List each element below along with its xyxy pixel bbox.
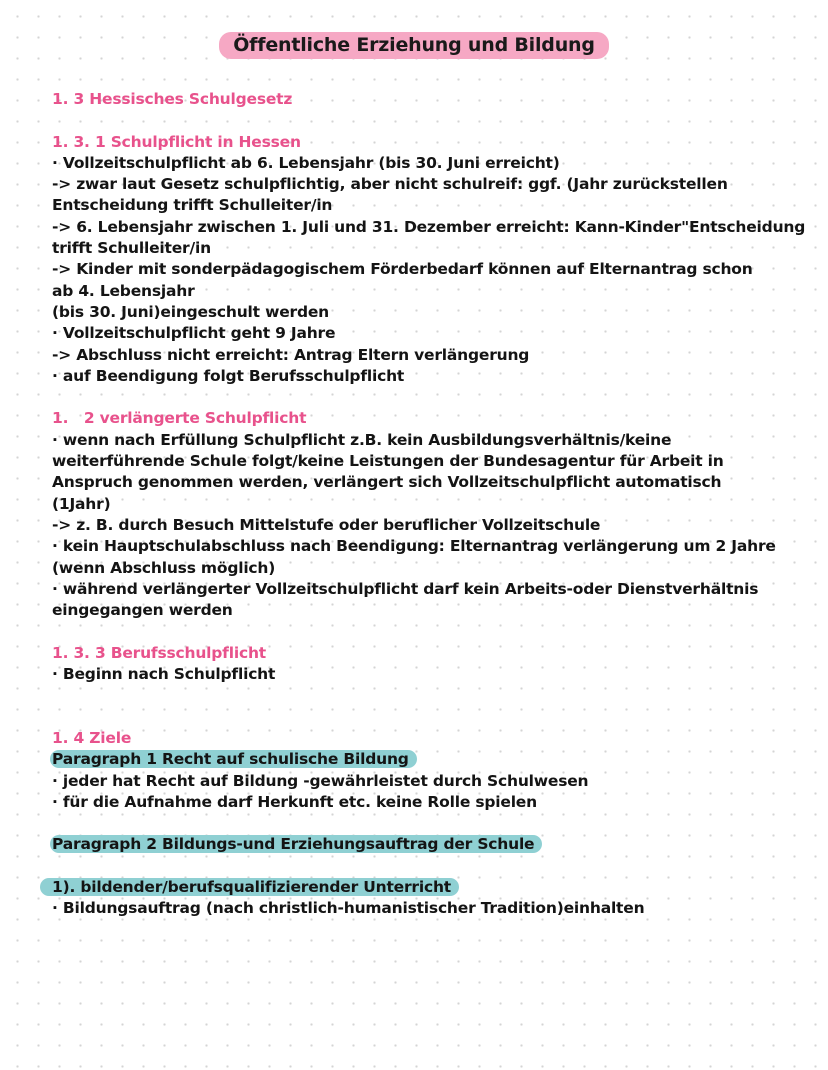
heading-1-3-3: 1. 3. 3 Berufsschulpflicht xyxy=(52,643,266,662)
list-item: (wenn Abschluss möglich) xyxy=(52,558,276,577)
list-item: · jeder hat Recht auf Bildung -gewährleistet durch Schulwesen xyxy=(52,771,589,790)
title-wrap xyxy=(0,32,828,59)
paragraph-2-subheading: 1). bildender/berufsqualifizierender Unterricht xyxy=(40,878,459,896)
heading-1-3-1: 1. 3. 1 Schulpflicht in Hessen xyxy=(52,132,301,151)
list-item: · Vollzeitschulpflicht geht 9 Jahre xyxy=(52,324,336,343)
paragraph-2-heading: Paragraph 2 Bildungs-und Erziehungsauftrag der Schule xyxy=(50,835,542,853)
list-item: · für die Aufnahme darf Herkunft etc. keine Rolle spielen xyxy=(52,792,537,811)
list-item: · während verlängerter Vollzeitschulpflicht darf kein Arbeits-oder Dienstverhältnis xyxy=(52,579,759,598)
list-item: (1Jahr) xyxy=(52,494,111,513)
list-item: trifft Schulleiter/in xyxy=(52,239,211,258)
notes-content xyxy=(52,89,812,920)
paragraph-1-heading: Paragraph 1 Recht auf schulische Bildung xyxy=(50,750,417,768)
spacer xyxy=(52,813,812,834)
list-item: · auf Beendigung folgt Berufsschulpflicht xyxy=(52,366,405,385)
spacer xyxy=(52,685,812,728)
list-item: (bis 30. Juni)eingeschult werden xyxy=(52,302,329,321)
list-item: -> Kinder mit sonderpädagogischem Förderbedarf können auf Elternantrag schon xyxy=(52,260,753,279)
list-item: Anspruch genommen werden, verlängert sich Vollzeitschulpflicht automatisch xyxy=(52,473,722,492)
paragraph-1-heading-row xyxy=(52,749,812,770)
page-title: Öffentliche Erziehung und Bildung xyxy=(219,32,609,59)
list-item: -> Abschluss nicht erreicht: Antrag Eltern verlängerung xyxy=(52,345,530,364)
list-item: weiterführende Schule folgt/keine Leistungen der Bundesagentur für Arbeit in xyxy=(52,452,724,471)
heading-1-2: 1. 2 verlängerte Schulpflicht xyxy=(52,409,307,428)
heading-1-3: 1. 3 Hessisches Schulgesetz xyxy=(52,90,293,108)
list-item: Entscheidung trifft Schulleiter/in xyxy=(52,196,333,215)
paragraph-2-sub-row xyxy=(52,877,812,898)
list-item: -> z. B. durch Besuch Mittelstufe oder beruflicher Vollzeitschule xyxy=(52,515,601,534)
spacer xyxy=(52,110,812,131)
list-item: -> 6. Lebensjahr zwischen 1. Juli und 31. Dezember erreicht: Kann-Kinder"Entscheidung xyxy=(52,217,806,236)
list-item: · Bildungsauftrag (nach christlich-humanistischer Tradition)einhalten xyxy=(52,899,645,918)
list-item: · wenn nach Erfüllung Schulpflicht z.B. kein Ausbildungsverhältnis/keine xyxy=(52,430,672,449)
list-item: · kein Hauptschulabschluss nach Beendigung: Elternantrag verlängerung um 2 Jahre xyxy=(52,537,776,556)
list-item: ab 4. Lebensjahr xyxy=(52,281,195,300)
list-item: -> zwar laut Gesetz schulpflichtig, aber nicht schulreif: ggf. (Jahr zurückstellen xyxy=(52,175,728,194)
spacer xyxy=(52,621,812,642)
paragraph-2-heading-row xyxy=(52,834,812,855)
heading-1-4: 1. 4 Ziele xyxy=(52,728,132,747)
list-item: · Vollzeitschulpflicht ab 6. Lebensjahr (bis 30. Juni erreicht) xyxy=(52,153,560,172)
spacer xyxy=(52,387,812,408)
list-item: eingegangen werden xyxy=(52,601,233,620)
list-item: · Beginn nach Schulpflicht xyxy=(52,665,276,684)
spacer xyxy=(52,856,812,877)
